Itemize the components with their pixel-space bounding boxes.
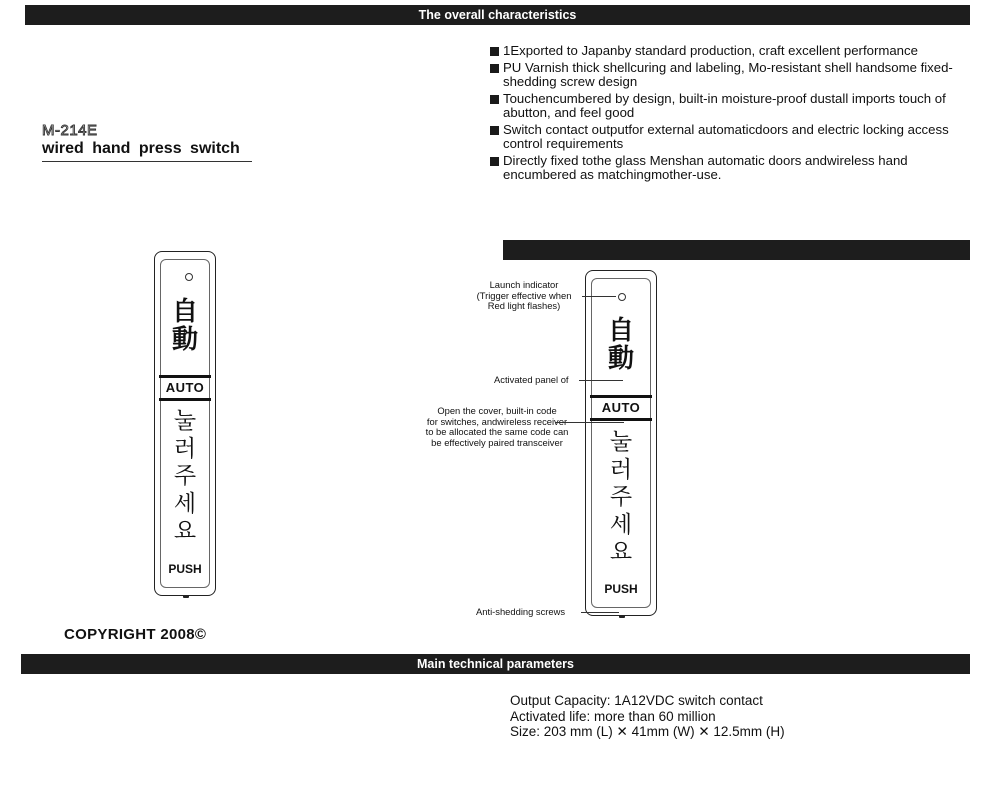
kanji-label: 自 動 [607, 316, 634, 374]
push-label: PUSH [604, 582, 638, 596]
callout-activated-panel: Activated panel of [494, 374, 569, 385]
list-item: Touchencumbered by design, built-in moisture-proof dustall imports touch of abutton, and feel good [489, 92, 979, 121]
parameter-activated-life: Activated life: more than 60 million [510, 708, 716, 724]
copyright-notice: COPYRIGHT 2008© [64, 626, 207, 643]
callout-launch-indicator: Launch indicator (Trigger effective when Red light flashes) [476, 279, 572, 312]
list-item: PU Varnish thick shellcuring and labeling, Mo-resistant shell handsome fixed-shedding screw design [489, 61, 979, 90]
indicator-light-icon [185, 273, 193, 281]
korean-label: 눌 러 주 세 요 [173, 408, 197, 544]
technical-parameters [510, 693, 970, 740]
screw-icon [619, 615, 625, 618]
callout-cover-code: Open the cover, built-in code for switches, andwireless receiver to be allocated the same code can be effectively paired transceiver [425, 405, 569, 448]
list-item: Switch contact outputfor external automaticdoors and electric locking access control requirements [489, 123, 979, 152]
callout-anti-shedding-screws: Anti-shedding screws [476, 606, 566, 617]
leader-line [582, 296, 616, 297]
push-label: PUSH [168, 562, 202, 576]
product-name: wired hand press switch [42, 140, 252, 162]
switch-illustration-front [154, 251, 216, 596]
list-item: Directly fixed tothe glass Menshan automatic doors andwireless hand encumbered as matchingmother-use. [489, 154, 979, 183]
auto-label: AUTO [159, 375, 211, 401]
parameter-size: Size: 203 mm (L) ✕ 41mm (W) ✕ 12.5mm (H) [510, 724, 785, 739]
switch-illustration-annotated [585, 270, 657, 616]
model-number: M-214E [42, 122, 98, 139]
leader-line [581, 612, 619, 613]
indicator-light-icon [618, 293, 626, 301]
screw-icon [183, 595, 189, 598]
parameter-output-capacity: Output Capacity: 1A12VDC switch contact [510, 693, 763, 708]
leader-line [555, 422, 624, 423]
section-header-overall-characteristics: The overall characteristics [25, 5, 970, 25]
list-item: 1Exported to Japanby standard production, craft excellent performance [489, 44, 979, 59]
section-divider-bar [503, 240, 970, 260]
section-header-technical-parameters: Main technical parameters [21, 654, 970, 674]
korean-label: 눌 러 주 세 요 [609, 429, 633, 565]
auto-label: AUTO [590, 395, 652, 421]
leader-line [579, 380, 623, 381]
characteristics-list [489, 44, 979, 185]
kanji-label: 自 動 [171, 297, 198, 355]
